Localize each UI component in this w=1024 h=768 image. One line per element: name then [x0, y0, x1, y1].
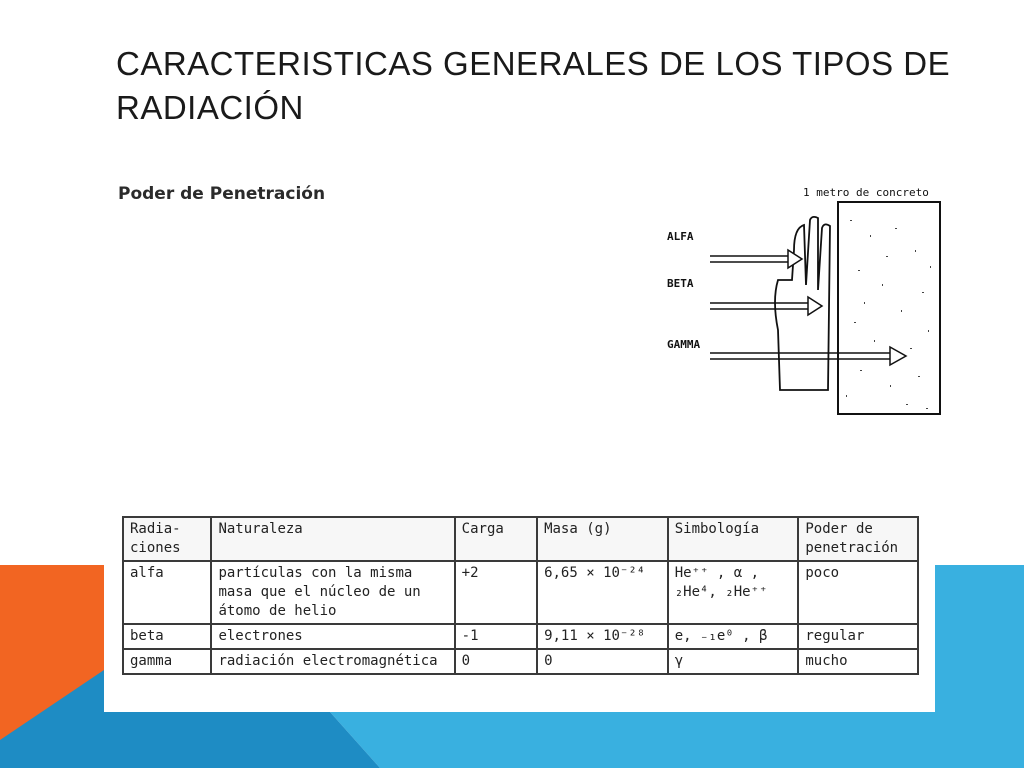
cell-carga: -1: [455, 624, 537, 649]
alfa-ray: [667, 230, 802, 268]
cell-radiacion: gamma: [123, 649, 211, 674]
slide-title: CARACTERISTICAS GENERALES DE LOS TIPOS DE RADIACIÓN: [116, 45, 951, 126]
concrete-wall: [838, 202, 940, 414]
radiation-properties-table: [122, 516, 919, 675]
cell-naturaleza: partículas con la misma masa que el núcleo de un átomo de helio: [211, 561, 454, 624]
properties-table-panel: [104, 510, 935, 712]
table-row-alfa: [123, 561, 918, 624]
cell-masa: 9,11 × 10⁻²⁸: [537, 624, 668, 649]
cell-simbologia: e, ₋₁e⁰ , β: [668, 624, 799, 649]
table-header-row: [123, 517, 918, 561]
table-row-beta: [123, 624, 918, 649]
header-poder-penetracion: Poder de penetración: [798, 517, 918, 561]
penetration-diagram: [660, 180, 960, 425]
cell-masa: 6,65 × 10⁻²⁴: [537, 561, 668, 624]
cell-radiacion: alfa: [123, 561, 211, 624]
cell-naturaleza: electrones: [211, 624, 454, 649]
slide-subtitle: Poder de Penetración: [118, 184, 326, 204]
cell-poder: poco: [798, 561, 918, 624]
header-naturaleza: Naturaleza: [211, 517, 454, 561]
header-simbologia: Simbología: [668, 517, 799, 561]
cell-naturaleza: radiación electromagnética: [211, 649, 454, 674]
header-carga: Carga: [455, 517, 537, 561]
wall-label: 1 metro de concreto: [803, 186, 929, 199]
beta-label: BETA: [667, 277, 694, 290]
cell-radiacion: beta: [123, 624, 211, 649]
cell-poder: mucho: [798, 649, 918, 674]
header-masa: Masa (g): [537, 517, 668, 561]
cell-simbologia: γ: [668, 649, 799, 674]
cell-poder: regular: [798, 624, 918, 649]
cell-carga: 0: [455, 649, 537, 674]
header-radiaciones: Radia-ciones: [123, 517, 211, 561]
alfa-label: ALFA: [667, 230, 694, 243]
cell-masa: 0: [537, 649, 668, 674]
cell-simbologia: He⁺⁺ , α , ₂He⁴, ₂He⁺⁺: [668, 561, 799, 624]
gamma-label: GAMMA: [667, 338, 701, 351]
cell-carga: +2: [455, 561, 537, 624]
table-row-gamma: [123, 649, 918, 674]
